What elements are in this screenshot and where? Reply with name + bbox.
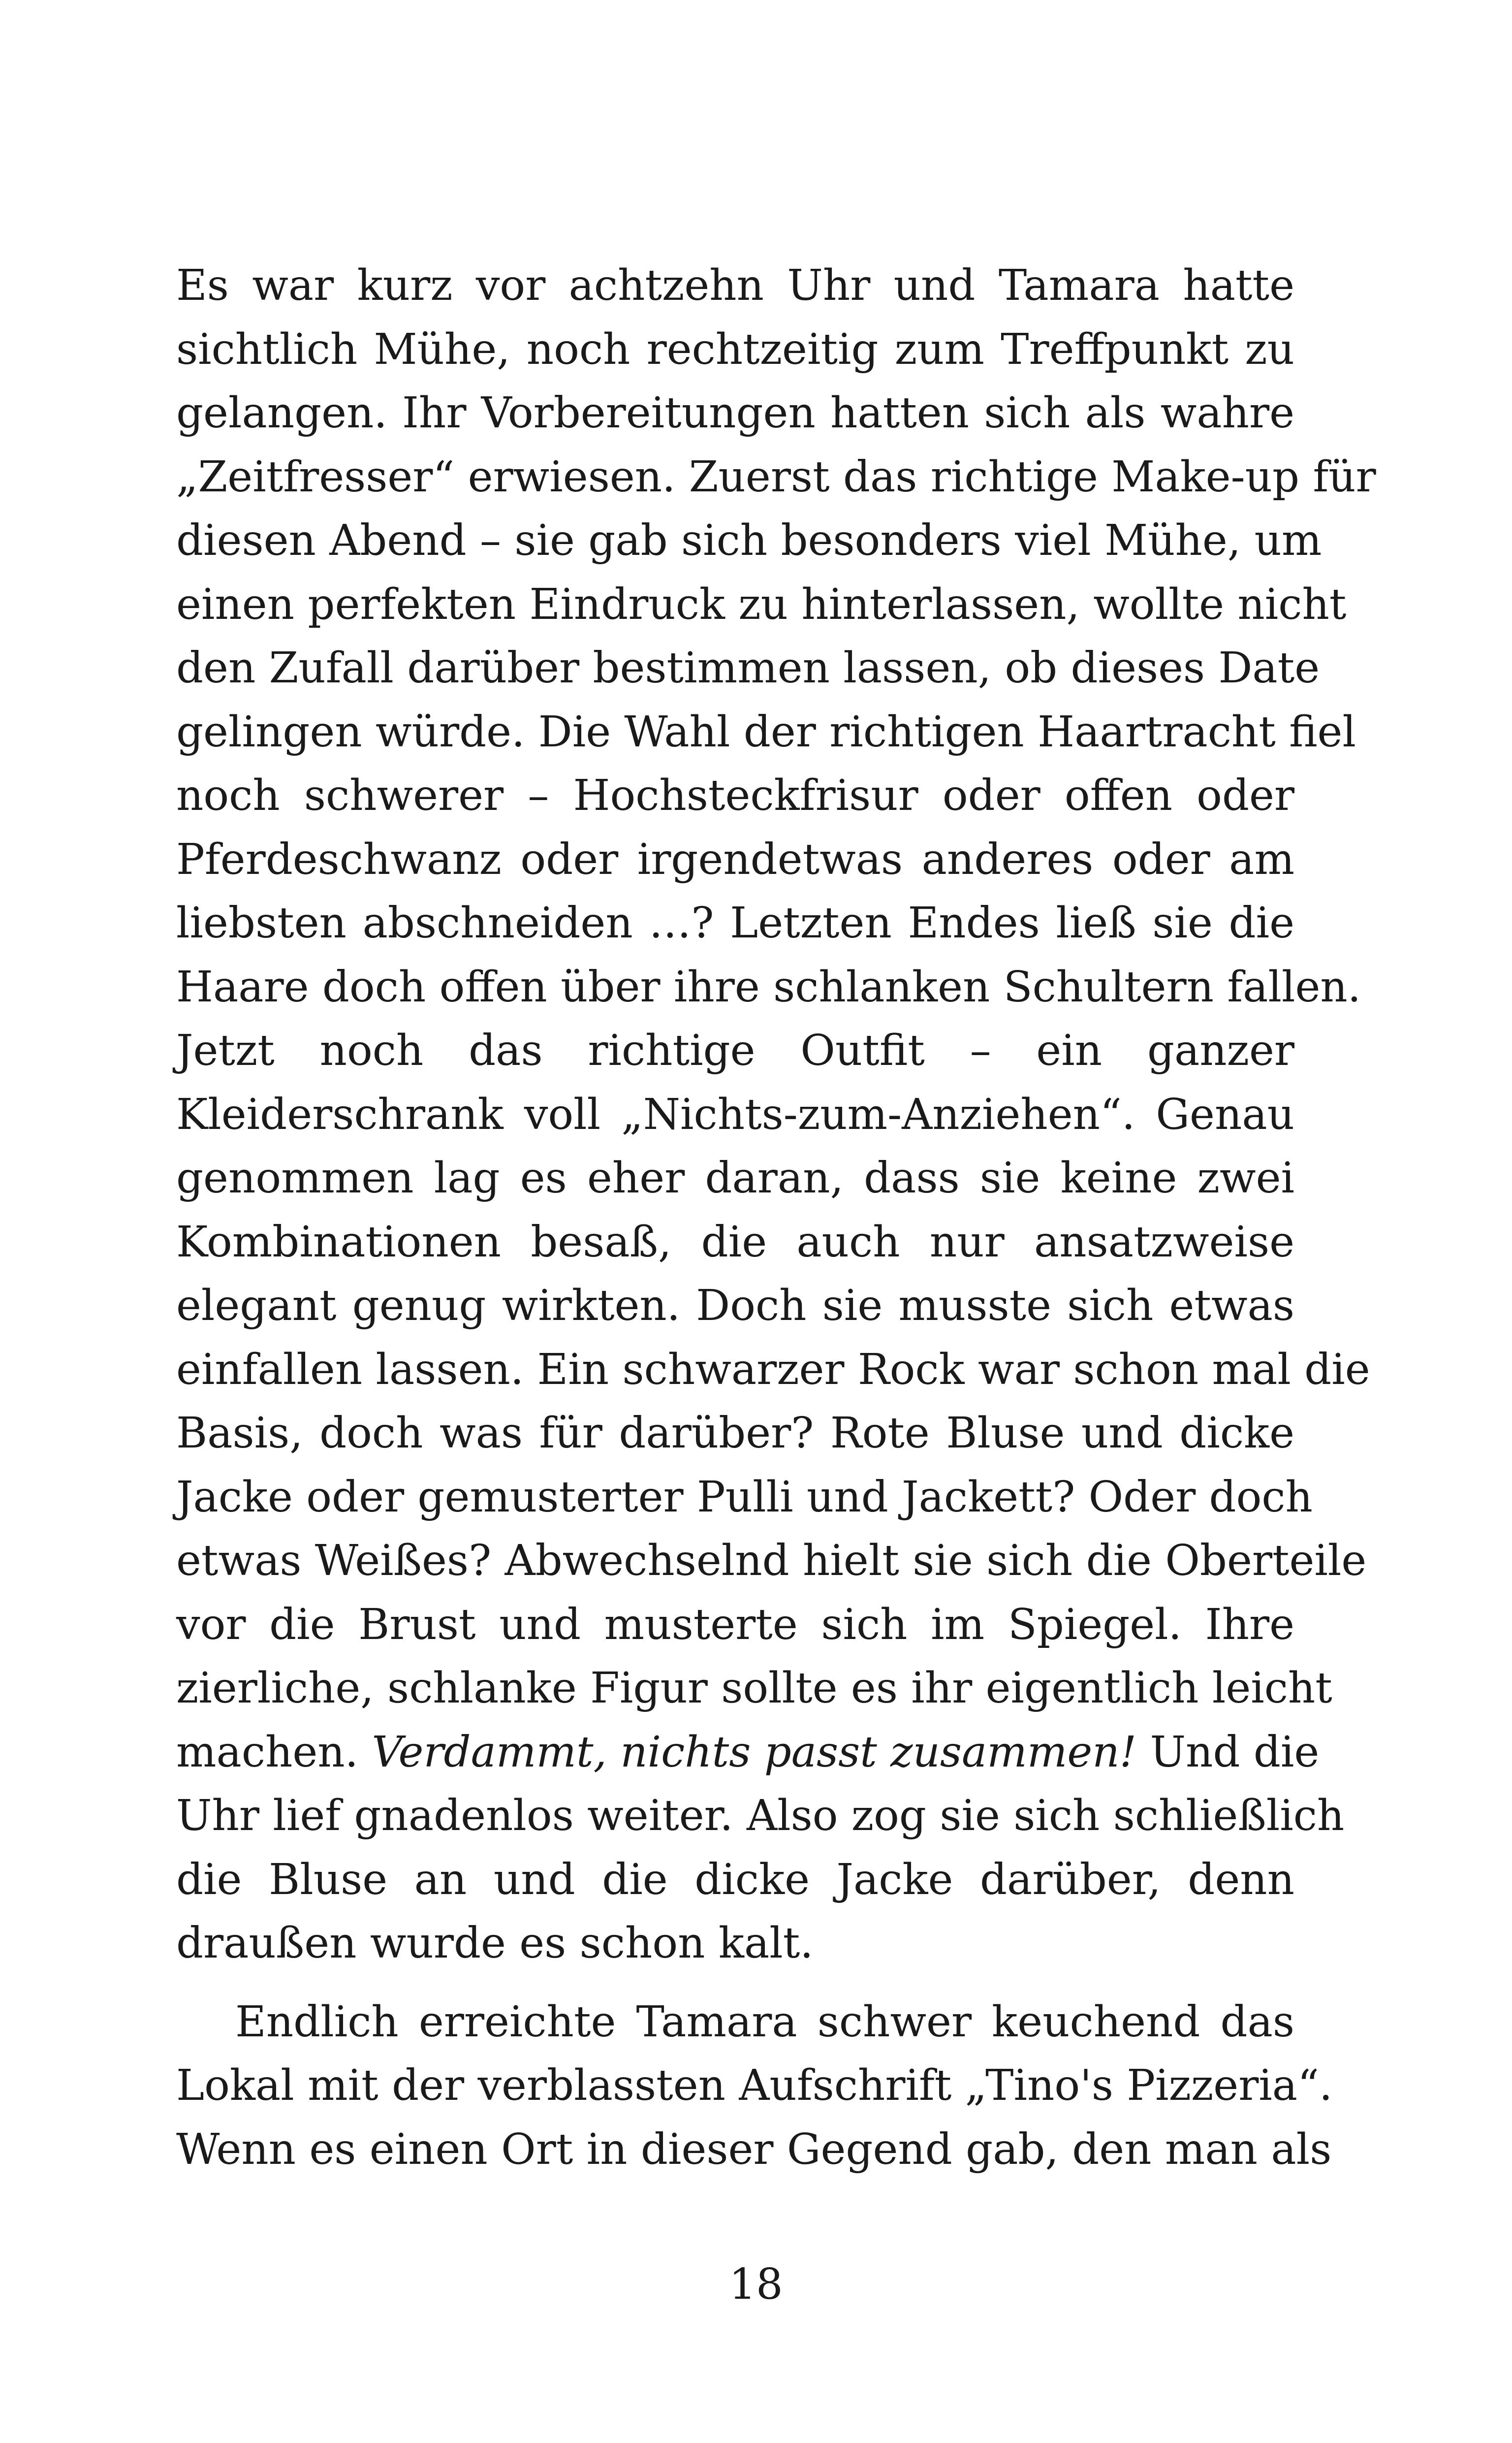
text-segment: Und die (1136, 1727, 1320, 1777)
text-line: sichtlich Mühe, noch rechtzeitig zum Treffpunkt zu (176, 324, 1294, 374)
text-line: Es war kurz vor achtzehn Uhr und Tamara hatte (176, 261, 1294, 310)
page-number: 18 (729, 2260, 783, 2309)
text-line: Wenn es einen Ort in dieser Gegend gab, den man als (176, 2124, 1332, 2174)
text-line: diesen Abend – sie gab sich besonders viel Mühe, um (176, 516, 1322, 565)
body-text (176, 254, 1376, 2182)
text-line: Endlich erreichte Tamara schwer keuchend das (235, 1997, 1294, 2047)
text-line: Basis, doch was für darüber? Rote Bluse und dicke (176, 1409, 1294, 1458)
text-line: Lokal mit der verblassten Aufschrift „Tino's Pizzeria“. (176, 2061, 1333, 2110)
text-line: vor die Brust und musterte sich im Spiegel. Ihre (176, 1600, 1294, 1649)
text-line: Pferdeschwanz oder irgendetwas anderes oder am (176, 835, 1294, 884)
text-line: einfallen lassen. Ein schwarzer Rock war schon mal die (176, 1345, 1370, 1394)
text-line: den Zufall darüber bestimmen lassen, ob dieses Date (176, 643, 1320, 693)
text-line-with-italic (176, 1721, 1320, 1785)
italic-thought: Verdammt, nichts passt zusammen! (372, 1727, 1137, 1777)
text-line: gelangen. Ihr Vorbereitungen hatten sich als wahre (176, 388, 1294, 438)
text-line: Jetzt noch das richtige Outfit – ein ganzer (176, 1026, 1294, 1075)
text-line: zierliche, schlanke Figur sollte es ihr eigentlich leicht (176, 1664, 1332, 1713)
text-line: einen perfekten Eindruck zu hinterlassen, wollte nicht (176, 579, 1347, 629)
text-line: Haare doch offen über ihre schlanken Schultern fallen. (176, 962, 1361, 1012)
text-line: Kleiderschrank voll „Nichts-zum-Anziehen“. Genau (176, 1090, 1294, 1139)
text-line: Uhr lief gnadenlos weiter. Also zog sie sich schließlich (176, 1791, 1345, 1840)
text-line: „Zeitfresser“ erwiesen. Zuerst das richtige Make-up für (176, 452, 1376, 502)
text-line: liebsten abschneiden …? Letzten Endes ließ sie die (176, 899, 1294, 948)
text-line: etwas Weißes? Abwechselnd hielt sie sich die Oberteile (176, 1536, 1367, 1585)
text-line: Kombinationen besaß, die auch nur ansatzweise (176, 1217, 1294, 1267)
text-line: elegant genug wirkten. Doch sie musste sich etwas (176, 1281, 1294, 1330)
text-line: noch schwerer – Hochsteckfrisur oder offen oder (176, 771, 1294, 820)
text-line: Jacke oder gemusterter Pulli und Jackett? Oder doch (176, 1472, 1313, 1522)
text-line: gelingen würde. Die Wahl der richtigen Haartracht fiel (176, 707, 1356, 757)
text-line: genommen lag es eher daran, dass sie keine zwei (176, 1154, 1294, 1203)
text-line: die Bluse an und die dicke Jacke darüber, denn (176, 1855, 1294, 1904)
paragraph-gap (176, 1976, 1294, 1991)
text-line: draußen wurde es schon kalt. (176, 1919, 814, 1968)
text-segment: machen. (176, 1727, 372, 1777)
